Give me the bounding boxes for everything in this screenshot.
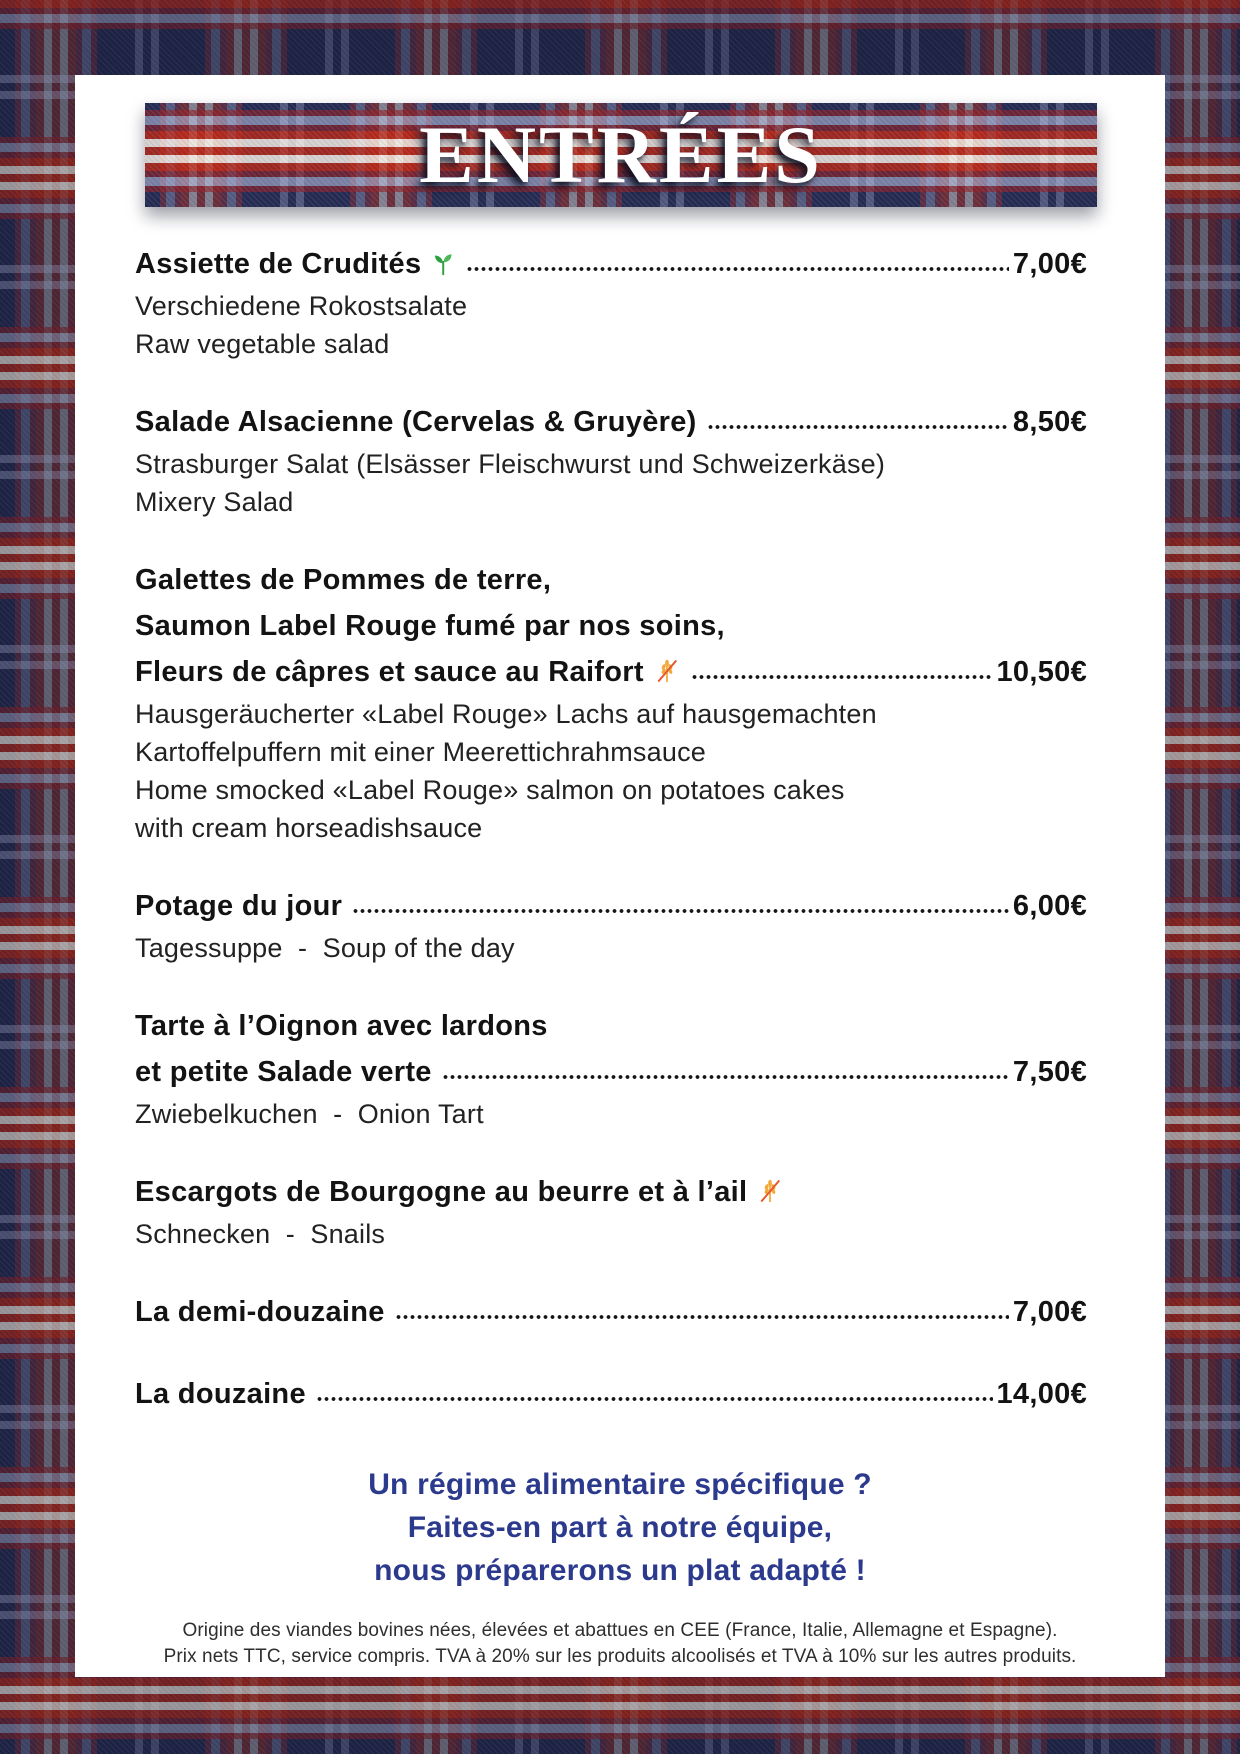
menu-item xyxy=(135,399,1087,521)
dietary-note-line: Un régime alimentaire spécifique ? xyxy=(368,1468,872,1501)
dietary-note-line: nous préparerons un plat adapté ! xyxy=(374,1554,866,1587)
item-name: Tarte à l’Oignon avec lardons xyxy=(135,1010,548,1042)
gluten-free-icon xyxy=(653,657,681,685)
section-banner xyxy=(145,103,1097,207)
menu-item xyxy=(135,241,1087,363)
item-price: 6,00€ xyxy=(1012,890,1087,922)
dotted-leader xyxy=(442,1073,1009,1081)
item-description: Home smocked «Label Rouge» salmon on potatoes cakes xyxy=(135,775,845,805)
menu-item xyxy=(135,1169,1087,1253)
item-description: Hausgeräucherter «Label Rouge» Lachs auf hausgemachten xyxy=(135,699,877,729)
item-price: 7,00€ xyxy=(1012,248,1087,280)
item-price: 8,50€ xyxy=(1012,406,1087,438)
legal-footnote-line: Origine des viandes bovines nées, élevées et abattues en CEE (France, Italie, Allemagne et Espagne). xyxy=(182,1620,1058,1641)
legal-footnote xyxy=(75,1618,1165,1670)
item-name: La douzaine xyxy=(135,1378,306,1410)
item-name: La demi-douzaine xyxy=(135,1296,385,1328)
item-description: Kartoffelpuffern mit einer Meerettichrahmsauce xyxy=(135,737,706,767)
item-name: Escargots de Bourgogne au beurre et à l’ail xyxy=(135,1176,748,1208)
dotted-leader xyxy=(316,1395,993,1403)
item-name-row xyxy=(135,1371,1087,1417)
item-description: with cream horseadishsauce xyxy=(135,813,483,843)
item-name: Galettes de Pommes de terre, xyxy=(135,564,552,596)
item-price: 7,00€ xyxy=(1012,1296,1087,1328)
dotted-leader xyxy=(466,265,1009,273)
item-description: Zwiebelkuchen - Onion Tart xyxy=(135,1099,484,1129)
dotted-leader xyxy=(691,673,993,681)
page-title: ENTRÉES xyxy=(419,109,823,200)
item-name: Saumon Label Rouge fumé par nos soins, xyxy=(135,610,725,642)
item-name: Assiette de Crudités xyxy=(135,248,422,280)
menu-item xyxy=(135,1371,1087,1417)
menu-list xyxy=(75,207,1165,1453)
item-name: Salade Alsacienne (Cervelas & Gruyère) xyxy=(135,406,697,438)
item-name-row xyxy=(135,649,1087,695)
item-name: Fleurs de câpres et sauce au Raifort xyxy=(135,656,644,688)
dietary-note xyxy=(75,1463,1165,1592)
menu-card xyxy=(75,75,1165,1677)
legal-footnote-line: Prix nets TTC, service compris. TVA à 20% sur les produits alcoolisés et TVA à 10% sur les autres produits. xyxy=(163,1646,1077,1667)
item-name: et petite Salade verte xyxy=(135,1056,432,1088)
item-name-row xyxy=(135,1003,1087,1049)
menu-item xyxy=(135,557,1087,847)
item-price: 10,50€ xyxy=(996,656,1087,688)
seedling-icon xyxy=(430,251,456,277)
item-description: Tagessuppe - Soup of the day xyxy=(135,933,515,963)
item-description: Mixery Salad xyxy=(135,487,294,517)
menu-item xyxy=(135,1003,1087,1133)
gluten-free-icon xyxy=(756,1177,784,1205)
dotted-leader xyxy=(707,423,1009,431)
dietary-note-line: Faites-en part à notre équipe, xyxy=(407,1511,833,1544)
item-name-row xyxy=(135,399,1087,445)
item-name-row xyxy=(135,1049,1087,1095)
dotted-leader xyxy=(395,1313,1009,1321)
item-price: 7,50€ xyxy=(1012,1056,1087,1088)
item-name-row xyxy=(135,1289,1087,1335)
item-name-row xyxy=(135,1169,1087,1215)
menu-item xyxy=(135,883,1087,967)
menu-item xyxy=(135,1289,1087,1335)
item-description: Verschiedene Rokostsalate xyxy=(135,291,468,321)
item-name-row xyxy=(135,241,1087,287)
item-price: 14,00€ xyxy=(996,1378,1087,1410)
item-name-row xyxy=(135,557,1087,603)
item-name: Potage du jour xyxy=(135,890,343,922)
item-description: Schnecken - Snails xyxy=(135,1219,386,1249)
item-name-row xyxy=(135,883,1087,929)
item-name-row xyxy=(135,603,1087,649)
dotted-leader xyxy=(352,907,1009,915)
item-description: Strasburger Salat (Elsässer Fleischwurst und Schweizerkäse) xyxy=(135,449,886,479)
item-description: Raw vegetable salad xyxy=(135,329,390,359)
